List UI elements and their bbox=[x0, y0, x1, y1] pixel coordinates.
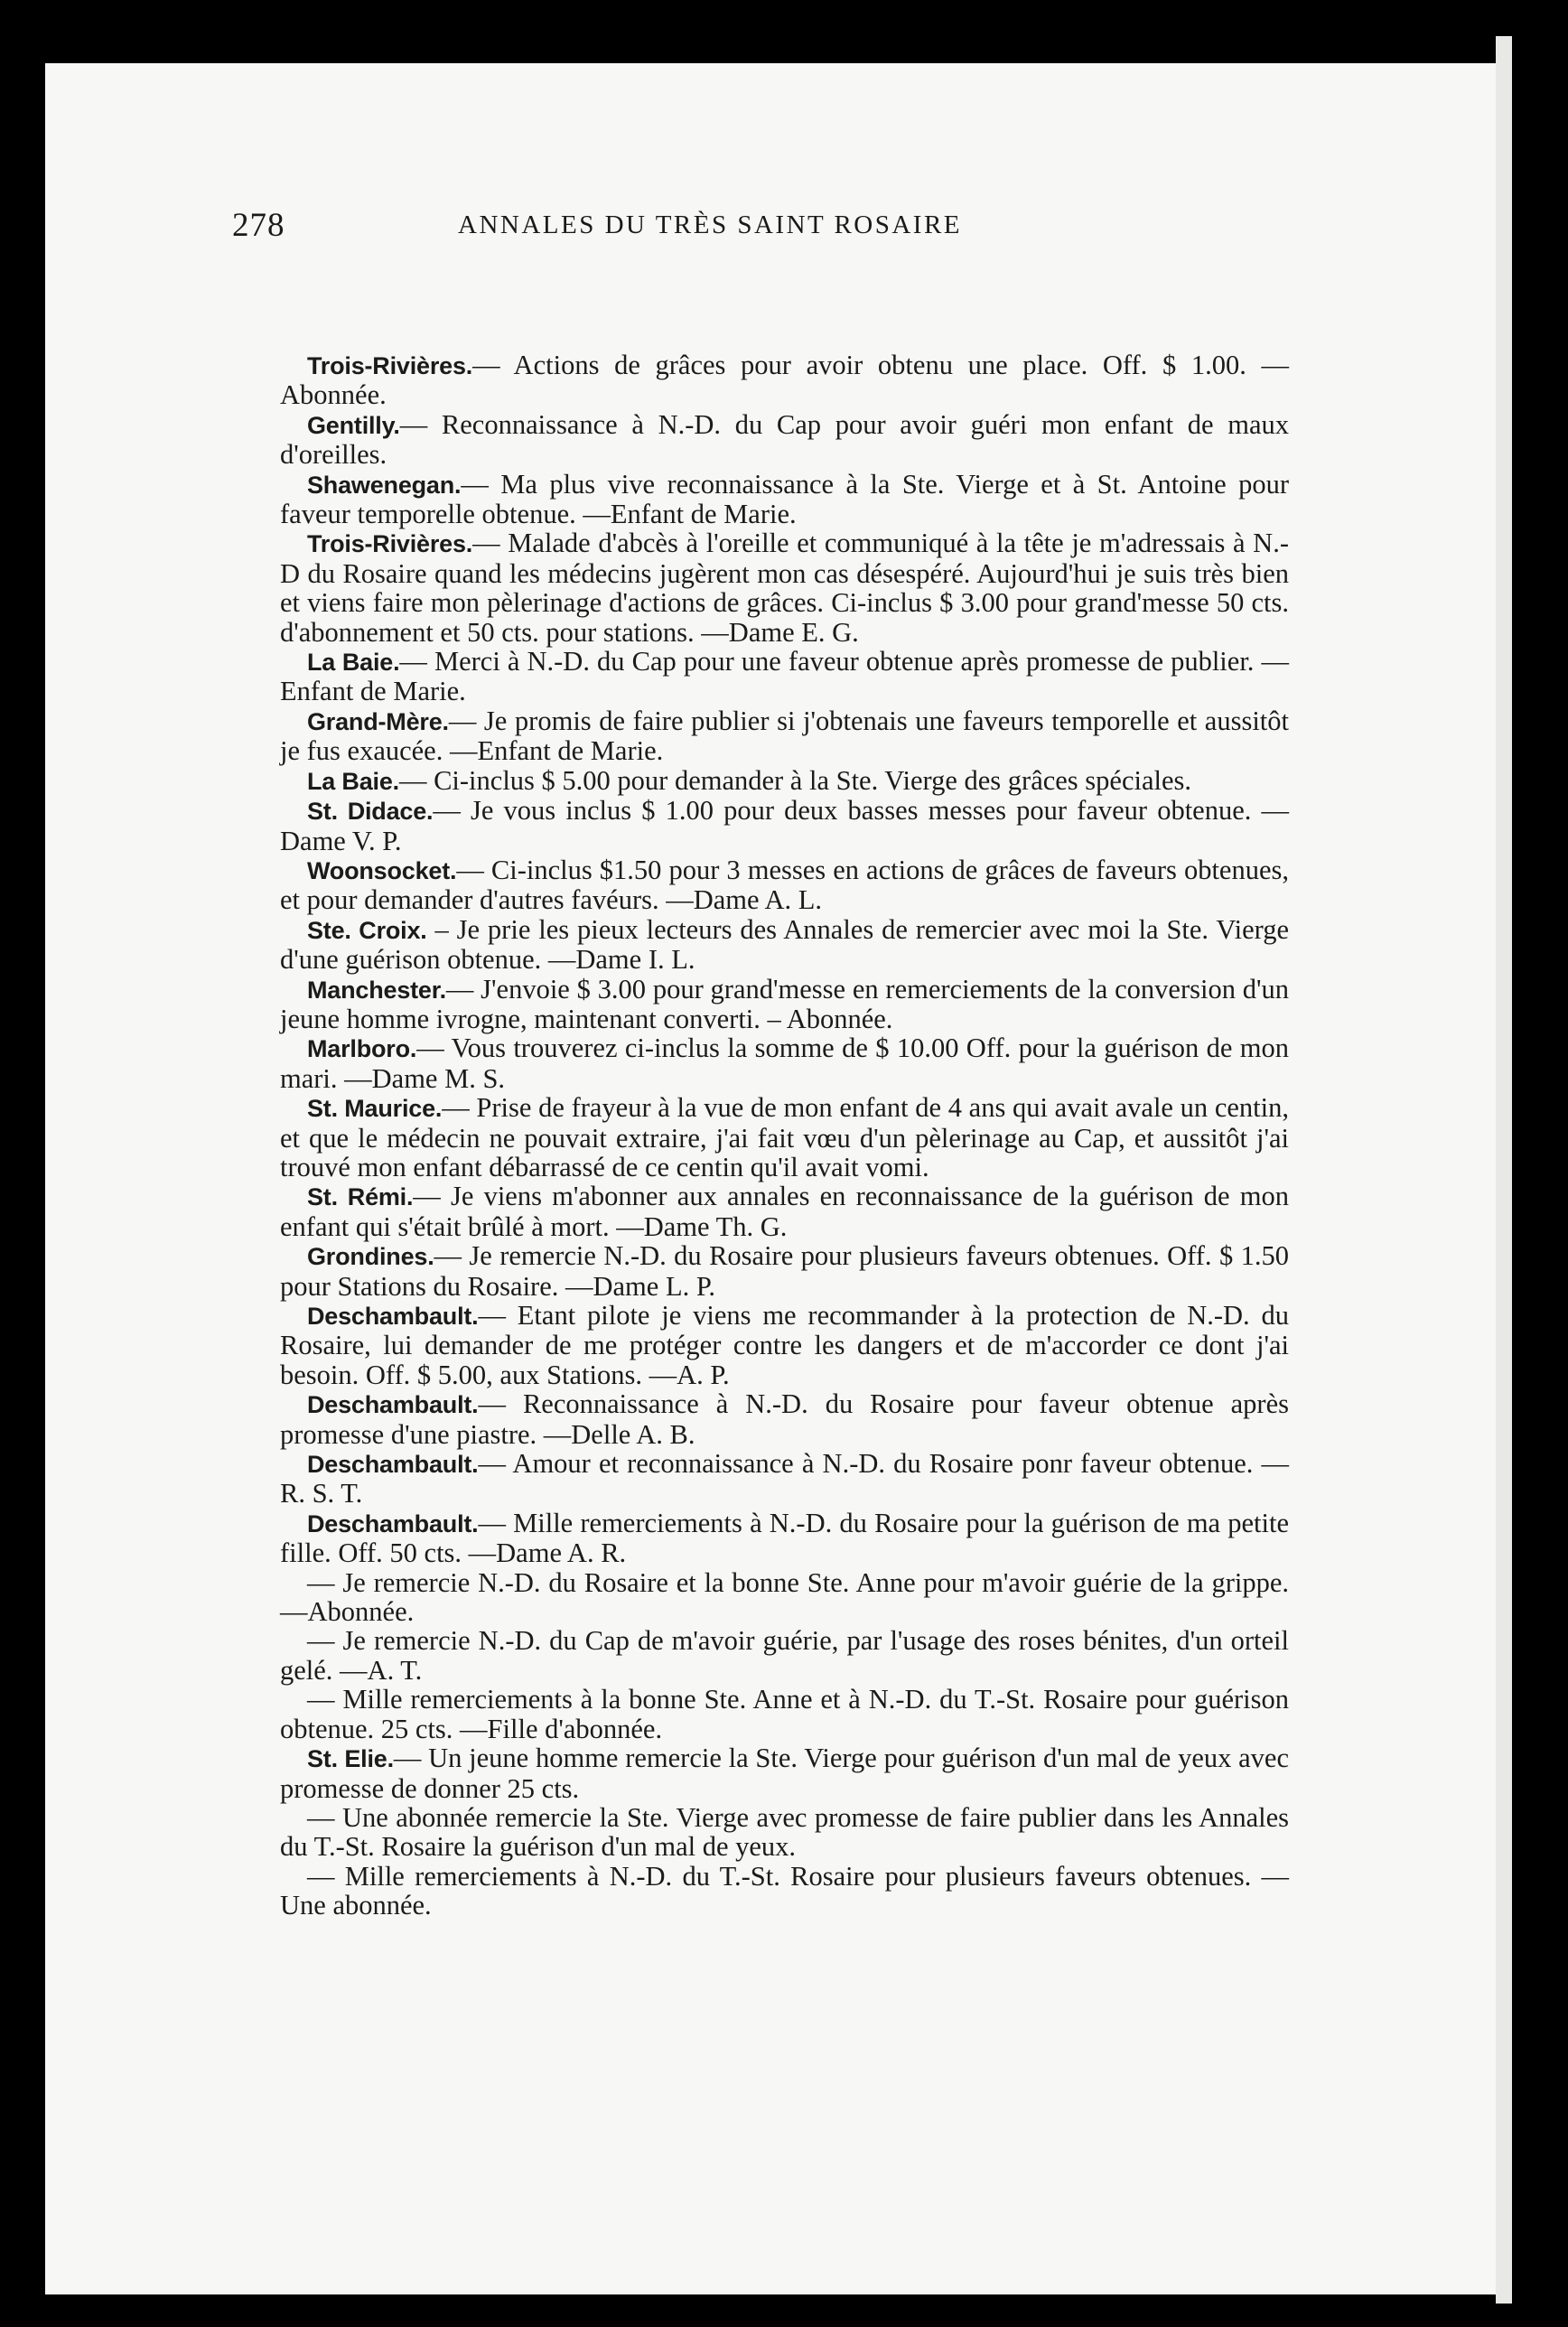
entry-paragraph bbox=[280, 1241, 1289, 1301]
entry-text: – Je prie les pieux lecteurs des Annales de remercier avec moi la Ste. Vierge d'une guérison obtenue. —Dame I. L. bbox=[280, 913, 1289, 976]
entry-paragraph bbox=[280, 1743, 1289, 1803]
page-number: 278 bbox=[232, 207, 285, 244]
entry-paragraph bbox=[280, 1182, 1289, 1241]
entry-text: — Mille remerciements à la bonne Ste. Anne et à N.-D. du T.-St. Rosaire pour guérison obtenue. 25 cts. —Fille d'abonnée. bbox=[280, 1684, 1289, 1744]
entry-place-name: Trois-Rivières. bbox=[307, 352, 473, 379]
entry-place-name: Deschambault. bbox=[307, 1391, 479, 1419]
entry-text: — Mille remerciements à N.-D. du Rosaire pour la guérison de ma petite fille. Off. 50 cts. —Dame A. R. bbox=[280, 1507, 1289, 1569]
entry-place-name: Grand-Mère. bbox=[307, 707, 449, 735]
entry-text: — Amour et reconnaissance à N.-D. du Rosaire ponr faveur obtenue. —R. S. T. bbox=[280, 1448, 1289, 1509]
entry-place-name: Shawenegan. bbox=[307, 471, 462, 499]
entry-place-name: La Baie. bbox=[307, 767, 399, 795]
entry-paragraph bbox=[280, 350, 1289, 410]
entry-text: — Ma plus vive reconnaissance à la Ste. Vierge et à St. Antoine pour faveur temporelle obtenue. —Enfant de Marie. bbox=[280, 468, 1289, 530]
page-body bbox=[280, 350, 1289, 1920]
entry-place-name: Ste. Croix. bbox=[307, 916, 427, 944]
entry-paragraph bbox=[280, 470, 1289, 529]
entry-place-name: La Baie. bbox=[307, 649, 400, 677]
entry-paragraph bbox=[280, 1685, 1289, 1743]
running-title: ANNALES DU TRÈS SAINT ROSAIRE bbox=[458, 210, 963, 239]
entry-text: — Reconnaissance à N.-D. du Cap pour avoir guéri mon enfant de maux d'oreilles. bbox=[280, 408, 1289, 471]
entry-text: — Je remercie N.-D. du Rosaire et la bonne Ste. Anne pour m'avoir guérie de la grippe. —Abonnée. bbox=[280, 1566, 1289, 1628]
entry-paragraph bbox=[280, 1449, 1289, 1509]
entry-place-name: Trois-Rivières. bbox=[307, 530, 473, 558]
entry-place-name: Manchester. bbox=[307, 976, 446, 1004]
entry-text: — Ci-inclus $1.50 pour 3 messes en actions de grâces de faveurs obtenues, et pour demander d'autres favéurs. —Dame A. L. bbox=[280, 854, 1289, 916]
entry-place-name: St. Didace. bbox=[307, 798, 434, 826]
entry-paragraph bbox=[280, 855, 1289, 915]
entry-place-name: Deschambault. bbox=[307, 1451, 479, 1479]
entry-place-name: Marlboro. bbox=[307, 1035, 417, 1063]
entry-text: — Ci-inclus $ 5.00 pour demander à la Ste. Vierge des grâces spéciales. bbox=[398, 764, 1192, 796]
entry-paragraph bbox=[280, 1033, 1289, 1093]
facing-page-edge bbox=[1496, 36, 1512, 2304]
entry-text: — Mille remerciements à N.-D. du T.-St. Rosaire pour plusieurs faveurs obtenues. —Une abonnée. bbox=[280, 1860, 1289, 1921]
entry-paragraph bbox=[280, 1803, 1289, 1862]
entry-text: — Un jeune homme remercie la Ste. Vierge pour guérison d'un mal de yeux avec promesse de donner 25 cts. bbox=[280, 1743, 1289, 1804]
entry-paragraph bbox=[280, 1301, 1289, 1389]
entry-paragraph bbox=[280, 1509, 1289, 1568]
entry-place-name: Deschambault. bbox=[307, 1509, 479, 1537]
entry-place-name: Woonsocket. bbox=[307, 856, 457, 884]
entry-paragraph bbox=[280, 766, 1289, 796]
entry-paragraph bbox=[280, 1093, 1289, 1182]
entry-text: — Je promis de faire publier si j'obtenais une faveurs temporelle et aussitôt je fus exaucée. —Enfant de Marie. bbox=[280, 705, 1289, 767]
entry-paragraph bbox=[280, 1568, 1289, 1627]
entry-text: — J'envoie $ 3.00 pour grand'messe en remerciements de la conversion d'un jeune homme ivrogne, maintenant converti. – Abonnée. bbox=[280, 973, 1289, 1034]
entry-text: — Merci à N.-D. du Cap pour une faveur obtenue après promesse de publier. —Enfant de Marie. bbox=[280, 646, 1289, 707]
entry-paragraph bbox=[280, 647, 1289, 706]
entry-text: — Je remercie N.-D. du Rosaire pour plusieurs faveurs obtenues. Off. $ 1.50 pour Stations du Rosaire. —Dame L. P. bbox=[280, 1240, 1289, 1302]
entry-paragraph bbox=[280, 1389, 1289, 1449]
entry-place-name: St. Elie. bbox=[307, 1745, 394, 1773]
entry-paragraph bbox=[280, 796, 1289, 855]
entry-paragraph bbox=[280, 915, 1289, 975]
entry-text: — Prise de frayeur à la vue de mon enfant de 4 ans qui avait avale un centin, et que le médecin ne pouvait extraire, j'ai fait vœu d'un pèlerinage au Cap, et aussitôt j'ai trouvé mon enfant débarrassé de ce centin qu'il avait vomi. bbox=[280, 1092, 1289, 1182]
entry-text: — Je remercie N.-D. du Cap de m'avoir guérie, par l'usage des roses bénites, d'un orteil gelé. —A. T. bbox=[280, 1625, 1289, 1686]
entry-place-name: Grondines. bbox=[307, 1243, 434, 1271]
entry-place-name: Deschambault. bbox=[307, 1303, 479, 1330]
entry-paragraph bbox=[280, 975, 1289, 1034]
entry-paragraph bbox=[280, 1626, 1289, 1685]
entry-place-name: Gentilly. bbox=[307, 411, 400, 439]
entry-text: — Vous trouverez ci-inclus la somme de $ 10.00 Off. pour la guérison de mon mari. —Dame M. S. bbox=[280, 1033, 1289, 1094]
entry-paragraph bbox=[280, 528, 1289, 647]
entry-text: — Je vous inclus $ 1.00 pour deux basses messes pour faveur obtenue. —Dame V. P. bbox=[280, 795, 1289, 856]
entry-text: — Une abonnée remercie la Ste. Vierge avec promesse de faire publier dans les Annales du T.-St. Rosaire la guérison d'un mal de yeux. bbox=[280, 1801, 1289, 1863]
entry-text: — Etant pilote je viens me recommander à la protection de N.-D. du Rosaire, lui demander de me protéger contre les dangers et de m'accorder ce dont j'ai besoin. Off. $ 5.00, aux Stations. —A. P. bbox=[280, 1300, 1289, 1390]
entry-text: — Reconnaissance à N.-D. du Rosaire pour faveur obtenue après promesse d'une piastre. —Delle A. B. bbox=[280, 1388, 1289, 1450]
entry-paragraph bbox=[280, 706, 1289, 766]
entry-paragraph bbox=[280, 410, 1289, 470]
entry-text: — Malade d'abcès à l'oreille et communiqué à la tête je m'adressais à N.-D du Rosaire quand les médecins jugèrent mon cas désespéré. Aujourd'hui je suis très bien et viens faire mon pèlerinage d'actions de grâces. Ci-inclus $ 3.00 pour grand'messe 50 cts. d'abonnement et 50 cts. pour stations. —Dame E. G. bbox=[280, 528, 1289, 648]
entry-place-name: St. Rémi. bbox=[307, 1183, 414, 1211]
entry-text: — Actions de grâces pour avoir obtenu une place. Off. $ 1.00. —Abonnée. bbox=[280, 350, 1289, 411]
entry-place-name: St. Maurice. bbox=[307, 1095, 443, 1123]
entry-paragraph bbox=[280, 1862, 1289, 1920]
entry-text: — Je viens m'abonner aux annales en reconnaissance de la guérison de mon enfant qui s'était brûlé à mort. —Dame Th. G. bbox=[280, 1181, 1289, 1242]
